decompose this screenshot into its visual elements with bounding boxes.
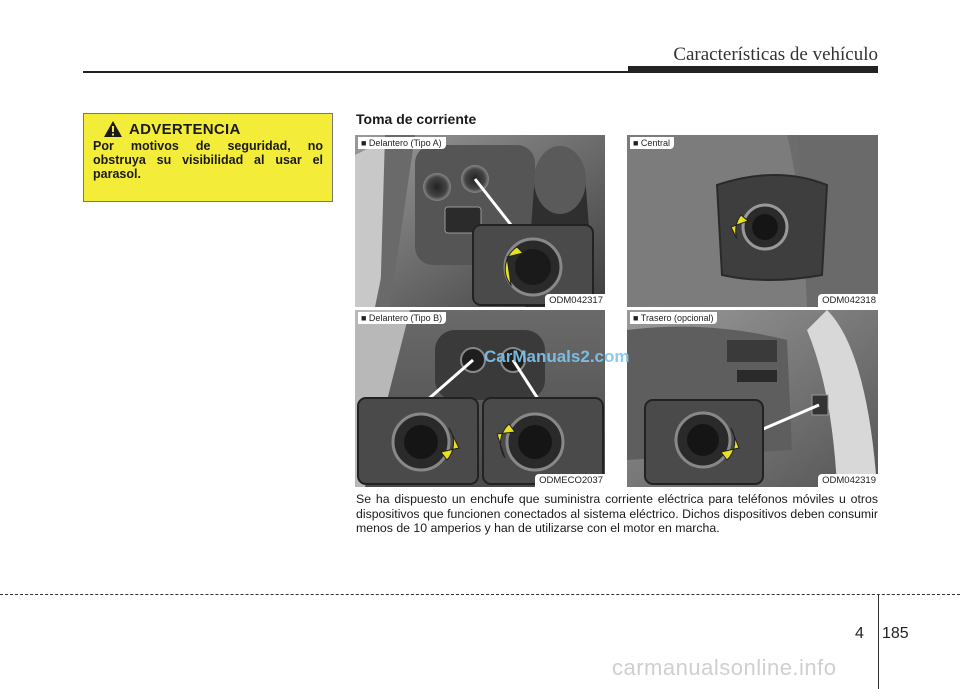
warning-triangle-icon [103,120,123,138]
page-number: 185 [882,625,909,642]
header-rule-accent [628,66,878,71]
warning-title: ADVERTENCIA [129,120,241,138]
section-title: Toma de corriente [356,111,477,127]
figure-center [627,135,878,307]
warning-header [103,120,323,138]
page-chapter-number: 4 [855,625,864,642]
site-watermark[interactable]: carmanualsonline.info [612,655,837,680]
figure-caption: ■ Delantero (Tipo B) [358,312,446,324]
figure-caption: ■ Central [630,137,674,149]
warning-box [83,113,333,202]
figure-front-type-b [355,310,605,487]
figure-code: ODM042319 [818,474,878,487]
figure-code: ODMECO2037 [535,474,605,487]
front-type-a-illustration [355,135,605,307]
center-illustration [627,135,878,307]
figure-code: ODM042317 [545,294,605,307]
figure-rear [627,310,878,487]
front-type-b-illustration [355,310,605,487]
warning-text: Por motivos de seguridad, no obstruya su visibilidad al usar el parasol. [93,139,323,181]
body-paragraph: Se ha dispuesto un enchufe que suministra corriente eléctrica para teléfonos móviles u otros dispositivos que funcionen conectados al sistema eléctrico. Dichos dispositivos deben consumir menos de 10 amperios y han de utilizarse con el motor en marcha. [356,492,878,535]
footer-rule [0,594,960,595]
header-rule [83,71,878,73]
rear-illustration [627,310,878,487]
figure-caption: ■ Trasero (opcional) [630,312,717,324]
figure-code: ODM042318 [818,294,878,307]
watermark-text: CarManuals2.com [484,347,630,366]
footer-divider [878,594,879,689]
chapter-title: Características de vehículo [673,44,878,65]
figure-front-type-a [355,135,605,307]
figure-caption: ■ Delantero (Tipo A) [358,137,446,149]
